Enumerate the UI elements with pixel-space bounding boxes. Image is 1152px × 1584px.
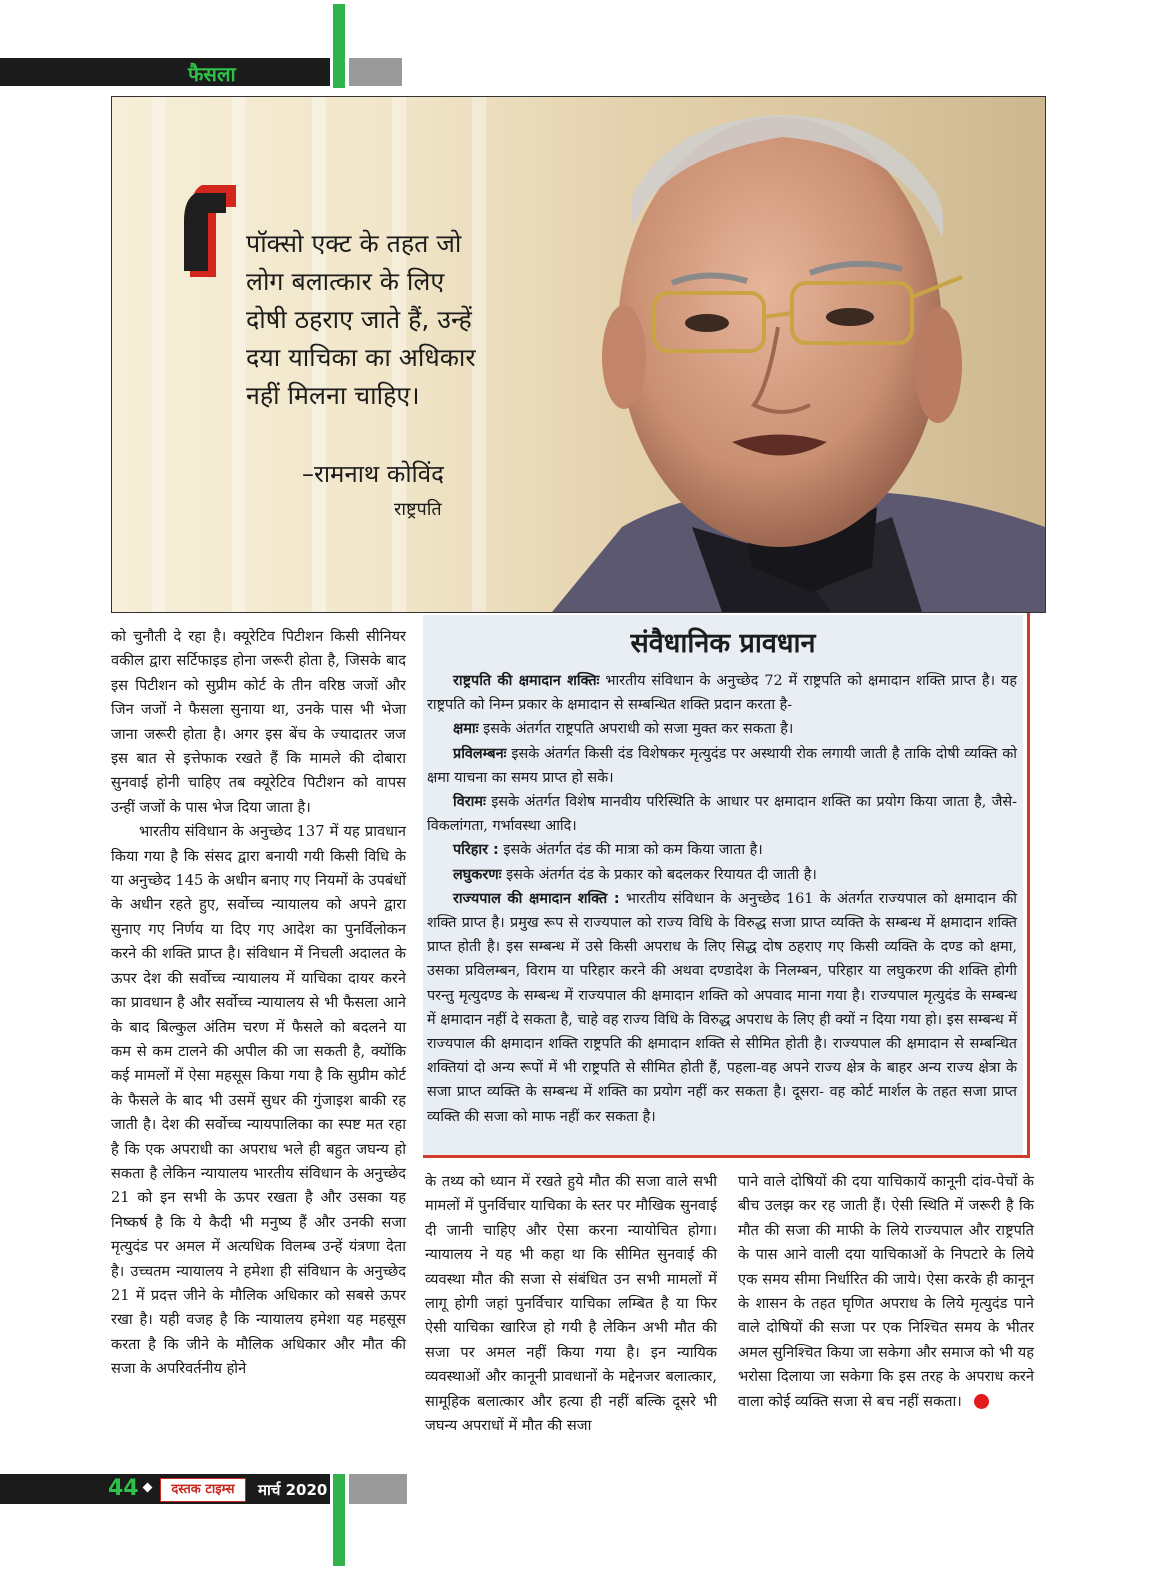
- box-rule-bottom: [423, 1155, 1030, 1158]
- box-item: क्षमाः इसके अंतर्गत राष्ट्रपति अपराधी को सजा मुक्त कर सकता है।: [453, 721, 794, 738]
- header-bar: [0, 58, 330, 86]
- issue-date: मार्च 2020: [258, 1481, 328, 1499]
- article-column-1: [111, 625, 406, 1382]
- constitutional-provisions-box: [423, 615, 1023, 1155]
- box-item: परिहार : इसके अंतर्गत दंड की मात्रा को कम किया जाता है।: [453, 842, 763, 859]
- column-1-paragraph-1: को चुनौती दे रहा है। क्यूरेटिव पिटीशन किसी सीनियर वकील द्वारा सर्टिफाइड होना जरूरी होता है, जिसके बाद इस पिटीशन को सुप्रीम कोर्ट के तीन वरिष्ठ जजों और जिन जजों ने फैसला सुनाया था, उनके पास भी भेजा जाना जरूरी होता है। अगर इस बेंच के ज्यादातर जज इस बात से इत्तेफाक रखते हैं कि मामले की दोबारा सुनवाई होनी चाहिए तब क्यूरेटिव पिटीशन को वापस उन्हीं जजों के पास भेज दिया जाता है।: [111, 628, 406, 816]
- box-rule-right: [1027, 613, 1030, 1158]
- box-item: प्रविलम्बनः इसके अंतर्गत किसी दंड विशेषकर मृत्युदंड पर अस्थायी रोक लगायी जाती है ताकि दोषी व्यक्ति को क्षमा याचना का समय प्राप्त हो सके।: [427, 745, 1017, 786]
- box-title: संवैधानिक प्रावधान: [630, 628, 816, 659]
- quote-mark-icon: [182, 185, 236, 277]
- pull-quote-text: पॉक्सो एक्ट के तहत जो लोग बलात्कार के लिए दोषी ठहराए जाते हैं, उन्हें दया याचिका का अधिकार नहीं मिलना चाहिए।: [246, 229, 476, 410]
- green-divider-bottom: [333, 1474, 345, 1566]
- green-divider-top: [333, 4, 345, 88]
- end-mark-icon: [974, 1394, 989, 1409]
- article-column-2: [425, 1170, 717, 1438]
- publication-logo: दस्तक टाइम्स: [160, 1478, 246, 1502]
- column-2-paragraph: के तथ्य को ध्यान में रखते हुये मौत की सजा वाले सभी मामलों में पुनर्विचार याचिका के स्तर पर मौखिक सुनवाई दी जानी चाहिए और ऐसा करना न्यायोचित होगा। न्यायालय ने यह भी कहा था कि सीमित सुनवाई की व्यवस्था मौत की सजा से संबंधित उन सभी मामलों में लागू होगी जहां पुनर्विचार याचिका लम्बित है या फिर ऐसी याचिका खारिज हो गयी है लेकिन अभी मौत की सजा पर अमल नहीं किया गया है। इन न्यायिक व्यवस्थाओं और कानूनी प्रावधानों के मद्देनजर बलात्कार, सामूहिक बलात्कार और हत्या ही नहीं बल्कि दूसरे भी जघन्य अपराधों में मौत की सजा: [425, 1173, 717, 1435]
- pull-quote-role: राष्ट्रपति: [394, 499, 442, 520]
- box-item: राष्ट्रपति की क्षमादान शक्तिः भारतीय संविधान के अनुच्छेद 72 में राष्ट्रपति को क्षमादान शक्ति प्राप्त है। यह राष्ट्रपति को निम्न प्रकार के क्षमादान से सम्बन्धित शक्ति प्रदान करता है-: [427, 673, 1017, 714]
- box-body: [427, 669, 1017, 1129]
- article-column-3: [738, 1170, 1034, 1414]
- grey-block-top: [349, 58, 402, 86]
- hero-photo: [111, 96, 1046, 613]
- grey-block-bottom: [349, 1474, 407, 1504]
- box-item: राज्यपाल की क्षमादान शक्ति : भारतीय संविधान के अनुच्छेद 161 के अंतर्गत राज्यपाल को क्षमादान की शक्ति प्राप्त है। प्रमुख रूप से राज्यपाल को राज्य विधि के विरुद्ध सजा प्राप्त व्यक्ति के सम्बन्ध में क्षमादान शक्ति प्राप्त होती है। इस सम्बन्ध में उसे किसी अपराध के लिए सिद्ध दोष ठहराए गए किसी व्यक्ति के दण्ड को क्षमा, उसका प्रविलम्बन, विराम या परिहार करने की अथवा दण्डादेश के निलम्बन, परिहार या लघुकरण की शक्ति होगी परन्तु मृत्युदण्ड के सम्बन्ध में राज्यपाल की क्षमादान शक्ति को अपवाद माना गया है। राज्यपाल मृत्युदंड के सम्बन्ध में क्षमादान नहीं दे सकता है, चाहे वह राज्य विधि के विरुद्ध अपराध के लिए ही क्यों न दिया गया हो। इस सम्बन्ध में राज्यपाल की क्षमादान शक्ति राष्ट्रपति की क्षमादान शक्ति से सीमित होती है। राज्यपाल की क्षमादान से सम्बन्धित शक्तियां दो अन्य रूपों में भी राष्ट्रपति से सीमित होती हैं, पहला-वह अपने राज्य क्षेत्र के बाहर अन्य राज्य क्षेत्रा के सजा प्राप्त व्यक्ति के सम्बन्ध में शक्ति का प्रयोग नहीं कर सकता है। दूसरा- वह कोर्ट मार्शल के तहत सजा प्राप्त व्यक्ति की सजा को माफ नहीं कर सकता है।: [427, 890, 1017, 1125]
- column-3-paragraph: पाने वाले दोषियों की दया याचिकायें कानूनी दांव-पेचों के बीच उलझ कर रह जाती हैं। ऐसी स्थिति में जरूरी है कि मौत की सजा की माफी के लिये राज्यपाल और राष्ट्रपति के पास आने वाली दया याचिकाओं के निपटारे के लिये एक समय सीमा निर्धारित की जाये। ऐसा करके ही कानून के शासन के तहत घृणित अपराध के लिये मृत्युदंड पाने वाले दोषियों की सजा पर एक निश्चित समय के भीतर अमल सुनिश्चित किया जा सकेगा और समाज को भी यह भरोसा दिलाया जा सकेगा कि इस तरह के अपराध करने वाला कोई व्यक्ति सजा से बच नहीं सकता।: [738, 1173, 1034, 1410]
- page-number: 44: [108, 1476, 139, 1501]
- box-item: विरामः इसके अंतर्गत विशेष मानवीय परिस्थिति के आधार पर क्षमादान शक्ति का प्रयोग किया जाता है, जैसे- विकलांगता, गर्भावस्था आदि।: [427, 794, 1017, 835]
- box-item: लघुकरणः इसके अंतर्गत दंड के प्रकार को बदलकर रियायत दी जाती है।: [453, 866, 817, 883]
- column-1-paragraph-2: भारतीय संविधान के अनुच्छेद 137 में यह प्रावधान किया गया है कि संसद द्वारा बनायी गयी किसी विधि के या अनुच्छेद 145 के अधीन बनाए गए नियमों के उपबंधों के अधीन रहते हुए, सर्वोच्च न्यायालय को अपने द्वारा सुनाए गए निर्णय या दिए गए आदेश का पुनर्विलोकन करने की शक्ति प्राप्त है। संविधान में निचली अदालत के ऊपर देश की सर्वोच्च न्यायालय में याचिका दायर करने का प्रावधान है और सर्वोच्च न्यायालय से भी फैसला आने के बाद बिल्कुल अंतिम चरण में फैसले को बदलने या कम से कम टालने की अपील की जा सकती है, क्योंकि कई मामलों में ऐसा महसूस किया गया है कि सुप्रीम कोर्ट के फैसले के बाद भी उसमें सुधर की गुंजाइश बाकी रह जाती है। देश की सर्वोच्च न्यायपालिका का स्पष्ट मत रहा है कि एक अपराधी का अपराध भले ही बहुत जघन्य हो सकता है लेकिन न्यायालय भारतीय संविधान के अनुच्छेद 21 को इन सभी के ऊपर रखता है और उसका यह निष्कर्ष है कि ये कैदी भी मनुष्य हैं और उनकी सजा मृत्युदंड पर अमल में अत्यधिक विलम्ब उन्हें यंत्रणा देता है। उच्चतम न्यायालय ने हमेशा ही संविधान के अनुच्छेद 21 में प्रदत्त जीने के मौलिक अधिकार को सबसे ऊपर रखा है। यही वजह है कि न्यायालय हमेशा यह महसूस करता है कि जीने के मौलिक अधिकार और मौत की सजा के अपरिवर्तनीय होने: [111, 823, 406, 1378]
- pull-quote-author: –रामनाथ कोविंद: [302, 460, 444, 488]
- portrait-image: [492, 97, 1045, 612]
- section-title: फैसला: [188, 62, 236, 86]
